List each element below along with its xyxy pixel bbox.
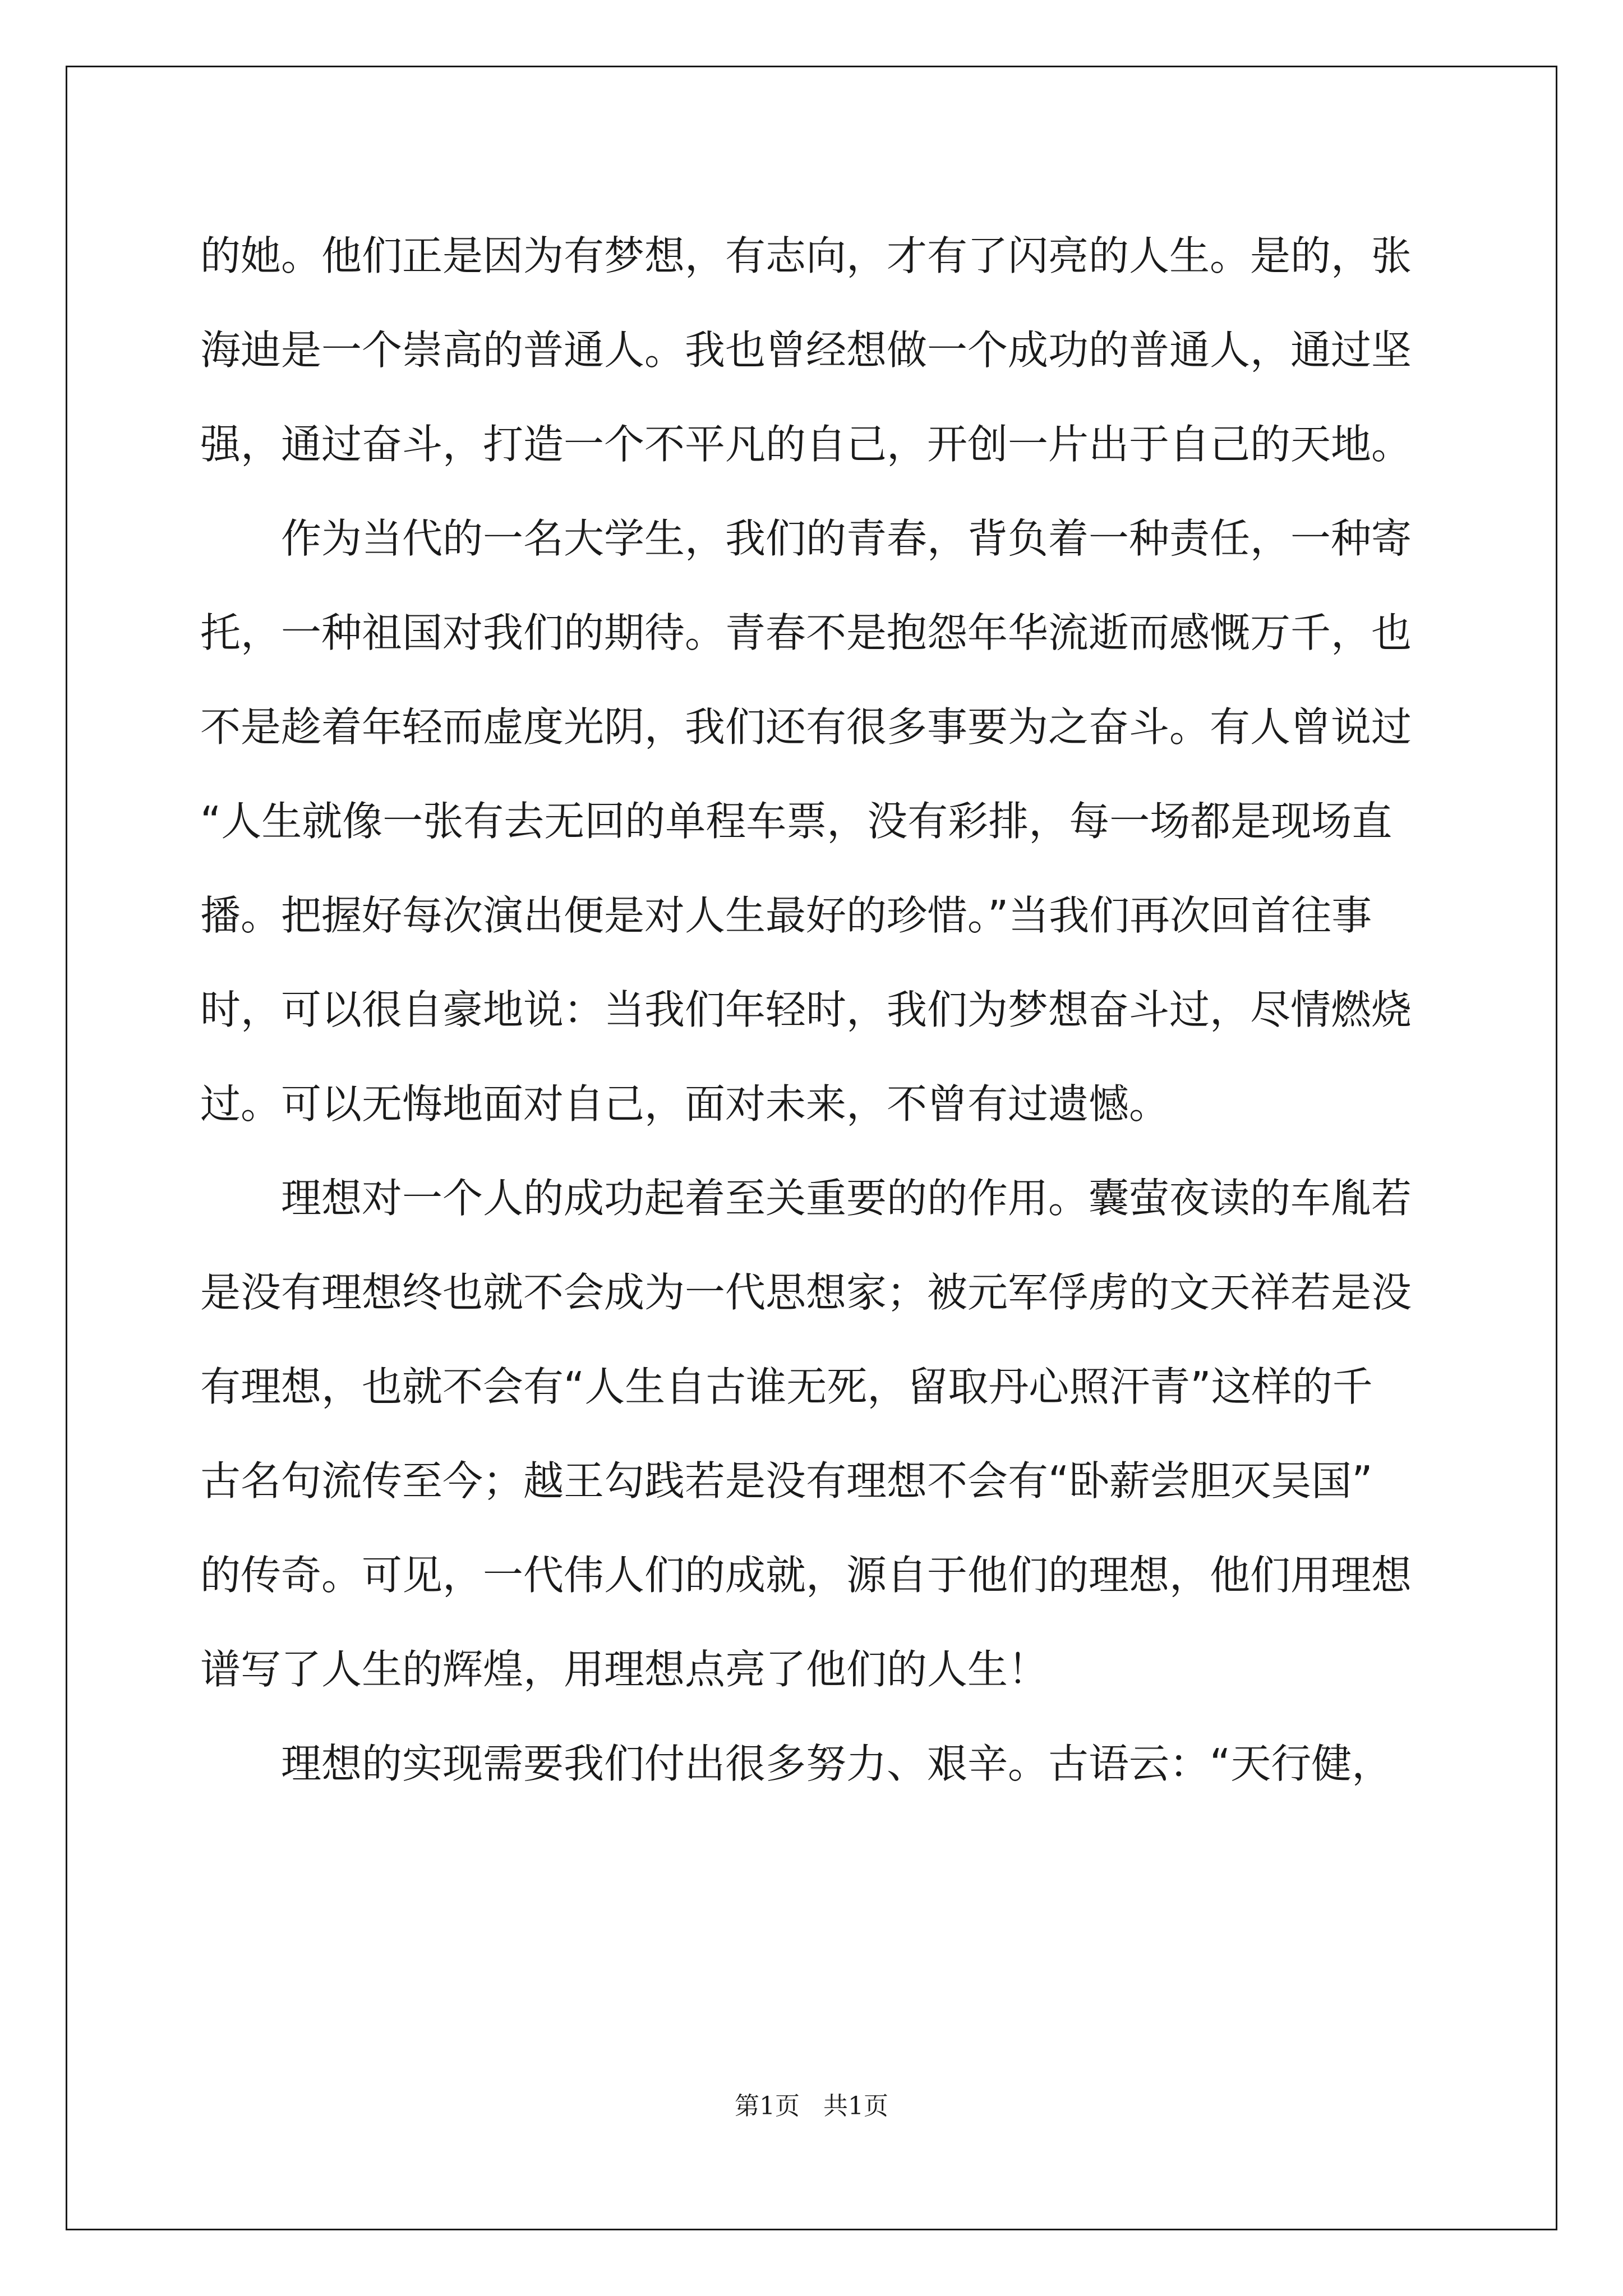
text-line: 的传奇。可见，一代伟人们的成就，源自于他们的理想，他们用理想 [200,1552,1412,1599]
text-line: 理想对一个人的成功起着至关重要的的作用。囊萤夜读的车胤若 [200,1175,1412,1222]
text-line: 播。把握好每次演出便是对人生最好的珍惜。”当我们再次回首往事 [200,892,1372,939]
text-line: 理想的实现需要我们付出很多努力、艰辛。古语云：“天行健， [200,1740,1393,1787]
text-line: 托，一种祖国对我们的期待。青春不是抱怨年华流逝而感慨万千，也 [200,609,1412,656]
text-line: 作为当代的一名大学生，我们的青春，背负着一种责任，一种寄 [200,515,1412,562]
text-line: 不是趁着年轻而虚度光阴，我们还有很多事要为之奋斗。有人曾说过 [200,703,1412,751]
page-footer: 第1页 共1页 [735,2092,888,2120]
text-line: 谱写了人生的辉煌，用理想点亮了他们的人生！ [200,1646,1049,1693]
text-line: 时，可以很自豪地说：当我们年轻时，我们为梦想奋斗过，尽情燃烧 [200,986,1412,1033]
text-line: 有理想，也就不会有“人生自古谁无死，留取丹心照汗青”这样的千 [200,1363,1373,1410]
document-body [200,209,1434,1811]
text-line: 是没有理想终也就不会成为一代思想家；被元军俘虏的文天祥若是没 [200,1269,1412,1316]
text-line: 强，通过奋斗，打造一个不平凡的自己，开创一片出于自己的天地。 [200,421,1412,468]
text-line: 的她。他们正是因为有梦想，有志向，才有了闪亮的人生。是的，张 [200,232,1412,279]
text-line: “人生就像一张有去无回的单程车票，没有彩排，每一场都是现场直 [200,798,1393,845]
text-line: 海迪是一个崇高的普通人。我也曾经想做一个成功的普通人，通过坚 [200,326,1412,374]
text-line: 过。可以无悔地面对自己，面对未来，不曾有过遗憾。 [200,1080,1170,1128]
text-line: 古名句流传至今；越王勾践若是没有理想不会有“卧薪尝胆灭吴国” [200,1457,1373,1504]
